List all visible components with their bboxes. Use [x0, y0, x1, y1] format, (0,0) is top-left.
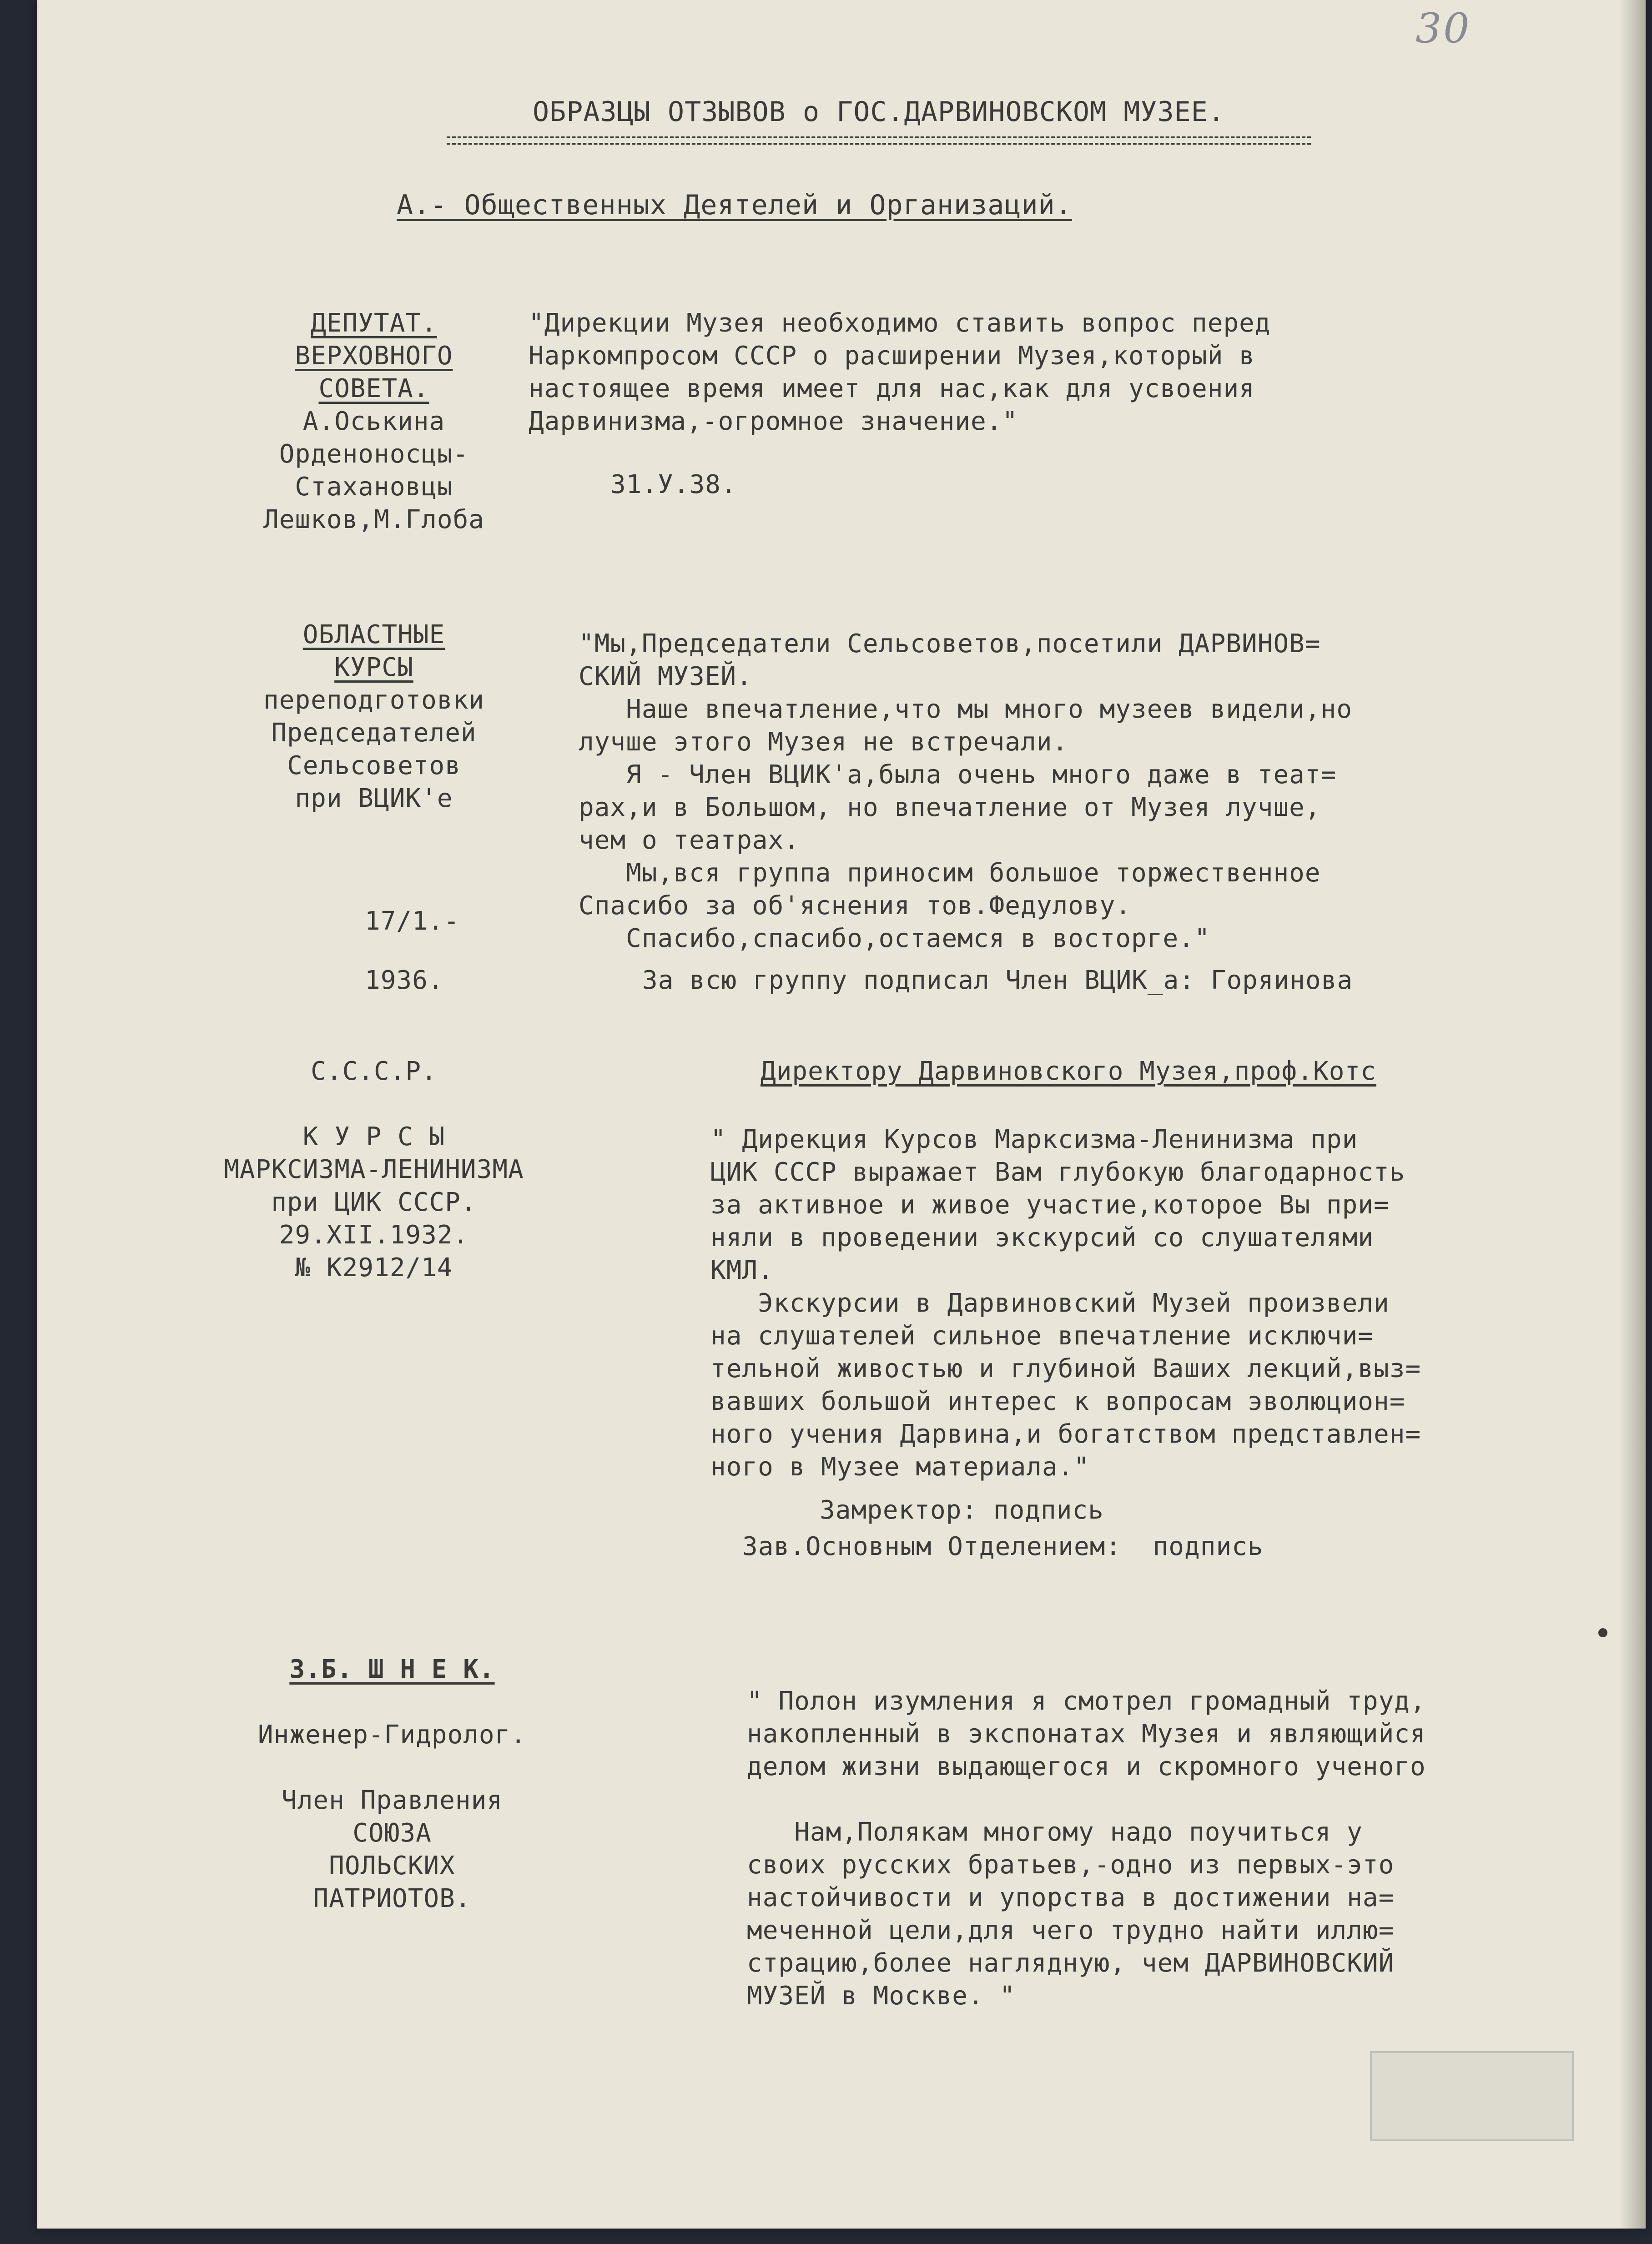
title-double-rule: [447, 136, 1311, 145]
entry-2-quote-line: чем о театрах.: [579, 825, 800, 855]
entry-2-left-line: при ВЦИК'е: [295, 784, 453, 813]
entry-3-quote-line: на слушателей сильное впечатление исключи=: [710, 1321, 1374, 1351]
entry-1-left-line: Орденоносцы-: [279, 439, 469, 469]
document-title: ОБРАЗЦЫ ОТЗЫВОВ о ГОС.ДАРВИНОВСКОМ МУЗЕЕ.: [532, 96, 1225, 128]
entry-4-quote-line: МУЗЕЙ в Москве. ": [747, 1981, 1016, 2011]
entry-3-quote-line: за активное и живое участие,которое Вы при=: [710, 1190, 1390, 1220]
entry-2-date-year: 1936.: [365, 966, 444, 995]
entry-3-left-line: С.С.С.Р.: [311, 1057, 437, 1086]
entry-4-quote-line: делом жизни выдающегося и скромного ученого: [747, 1752, 1426, 1781]
entry-4-left-line: Член Правления: [281, 1786, 503, 1815]
archive-stamp: [1370, 2051, 1574, 2141]
entry-1-left-line: ДЕПУТАТ.: [311, 308, 437, 338]
sheet-edge-shadow: [1619, 0, 1647, 2229]
entry-3-left-line: МАРКСИЗМА-ЛЕНИНИЗМА: [224, 1155, 524, 1184]
entry-4-quote-line: " Полон изумления я смотрел громадный труд,: [747, 1686, 1426, 1716]
entry-1-quote: [529, 307, 1271, 438]
entry-3-quote-line: ного в Музее материала.": [710, 1452, 1090, 1482]
entry-2-left-line: Сельсоветов: [287, 751, 461, 780]
entry-3-quote-line: КМЛ.: [710, 1256, 774, 1285]
entry-3-quote-line: тельной живостью и глубиной Ваших лекций,выз=: [710, 1354, 1421, 1384]
entry-4-left-line: Инженер-Гидролог.: [257, 1720, 527, 1750]
entry-2-left-line: Председателей: [271, 718, 477, 748]
entry-1-left-line: Лешков,М.Глоба: [263, 505, 484, 534]
entry-4-left-line: З.Б. Ш Н Е К.: [289, 1655, 495, 1684]
entry-2-quote-line: лучше этого Музея не встречали.: [579, 727, 1068, 757]
entry-2-left-line: переподготовки: [263, 685, 484, 715]
entry-1-left-line: СОВЕТА.: [318, 374, 429, 403]
entry-3-signature-deputy: Замректор: подпись: [820, 1495, 1104, 1525]
entry-4-left-line: СОЮЗА: [353, 1818, 432, 1848]
entry-4-quote-line: страцию,более наглядную, чем ДАРВИНОВСКИЙ: [747, 1948, 1395, 1978]
section-heading: А.- Общественных Деятелей и Организаций.: [397, 189, 1072, 221]
entry-2-quote-line: Мы,вся группа приносим большое торжественное: [579, 858, 1321, 888]
entry-1-quote-line: настоящее время имеет для нас,как для усвоения: [529, 374, 1255, 403]
entry-2-quote-line: Наше впечатление,что мы много музеев видели,но: [579, 694, 1353, 724]
entry-3-left-line: № К2912/14: [295, 1253, 453, 1283]
entry-1-quote-line: "Дирекции Музея необходимо ставить вопрос перед: [529, 308, 1271, 338]
entry-2-quote: [579, 628, 1352, 955]
entry-1-left-line: Стахановцы: [295, 472, 453, 502]
entry-2-left-column: [210, 619, 538, 815]
entry-2-left-line: ОБЛАСТНЫЕ: [302, 620, 445, 649]
entry-4-quote-line: своих русских братьев,-одно из первых-это: [747, 1850, 1395, 1880]
entry-3-left-column: [210, 1055, 538, 1284]
entry-2-signed: За всю группу подписал Член ВЦИК_а: Горяинова: [642, 966, 1353, 995]
entry-4-quote-line: накопленный в экспонатах Музея и являющийся: [747, 1719, 1426, 1749]
entry-2-quote-line: Я - Член ВЦИК'а,была очень много даже в теат=: [579, 760, 1337, 790]
entry-1-left-line: А.Оськина: [302, 407, 445, 436]
entry-1-left-column: [210, 307, 538, 536]
entry-2-quote-line: "Мы,Председатели Сельсоветов,посетили ДАРВИНОВ=: [579, 629, 1321, 659]
entry-3-quote-line: няли в проведении экскурсий со слушателями: [710, 1223, 1374, 1253]
entry-3-signature-head: Зав.Основным Отделением: подпись: [742, 1532, 1264, 1561]
entry-3-addressee: Директору Дарвиновского Музея,проф.Котс: [761, 1057, 1376, 1086]
entry-3-quote-line: " Дирекция Курсов Марксизма-Ленинизма при: [710, 1125, 1358, 1154]
entry-2-quote-line: Спасибо,спасибо,остаемся в восторге.": [579, 924, 1210, 953]
entry-4-quote: [747, 1685, 1426, 2013]
entry-4-left-line: ПОЛЬСКИХ: [329, 1851, 455, 1881]
entry-4-quote-line: [747, 1783, 1426, 1816]
entry-2-date-day: 17/1.-: [365, 906, 460, 936]
entry-3-left-line: при ЦИК СССР.: [271, 1187, 477, 1217]
punch-hole: [1598, 1628, 1607, 1637]
entry-1-quote-line: Дарвинизма,-огромное значение.": [529, 407, 1018, 436]
entry-4-left-column: [210, 1653, 574, 1915]
entry-4-left-line: [210, 1686, 574, 1719]
entry-3-left-line: [210, 1088, 538, 1121]
entry-3-quote-line: Экскурсии в Дарвиновский Музей произвели: [710, 1288, 1390, 1318]
entry-3-quote-line: ного учения Дарвина,и богатством представлен=: [710, 1419, 1421, 1449]
entry-4-quote-line: настойчивости и упорства в достижении на=: [747, 1883, 1395, 1912]
entry-4-quote-line: Нам,Полякам многому надо поучиться у: [747, 1817, 1363, 1847]
entry-2-quote-line: рах,и в Большом, но впечатление от Музея лучше,: [579, 793, 1321, 822]
entry-3-left-line: К У Р С Ы: [302, 1122, 445, 1152]
entry-2-quote-line: СКИЙ МУЗЕЙ.: [579, 662, 752, 691]
document-sheet: [37, 0, 1646, 2229]
entry-3-left-line: 29.XII.1932.: [279, 1220, 469, 1250]
entry-3-quote: [710, 1123, 1421, 1484]
entry-1-date: 31.У.38.: [610, 470, 737, 499]
entry-4-left-line: ПАТРИОТОВ.: [313, 1884, 471, 1913]
entry-3-quote-line: вавших большой интерес к вопросам эволюцион=: [710, 1387, 1405, 1416]
entry-4-left-line: [210, 1751, 574, 1784]
entry-1-left-line: ВЕРХОВНОГО: [295, 341, 453, 371]
entry-2-quote-line: Спасибо за об'яснения тов.Федулову.: [579, 891, 1132, 921]
entry-2-left-line: КУРСЫ: [334, 653, 413, 682]
page-number: 30: [1415, 5, 1471, 52]
entry-4-quote-line: меченной цели,для чего трудно найти иллю=: [747, 1916, 1395, 1945]
entry-1-quote-line: Наркомпросом СССР о расширении Музея,который в: [529, 341, 1255, 371]
entry-3-quote-line: ЦИК СССР выражает Вам глубокую благодарность: [710, 1157, 1405, 1187]
